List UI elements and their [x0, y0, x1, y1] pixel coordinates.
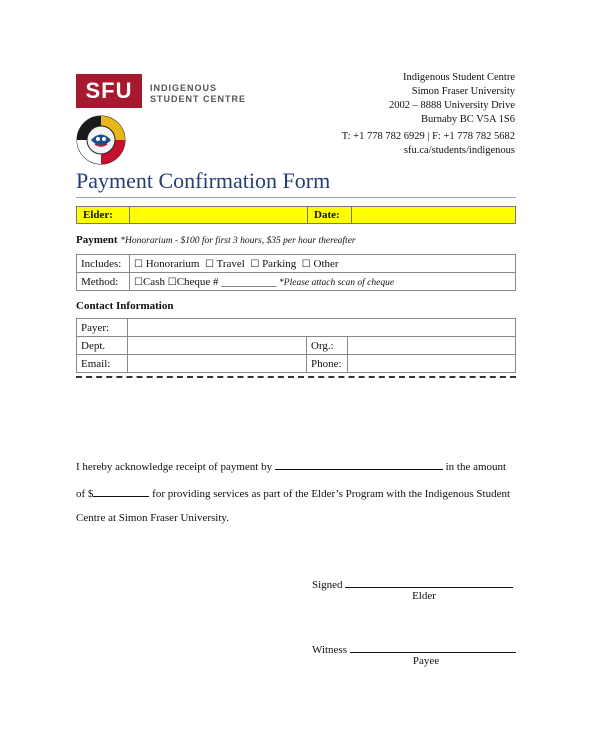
email-row [77, 355, 516, 373]
cheque-note: *Please attach scan of cheque [279, 277, 395, 288]
isc-logo-line2: STUDENT CENTRE [150, 94, 247, 104]
contact-table [76, 318, 516, 373]
address-web[interactable]: sfu.ca/students/indigenous [403, 145, 515, 156]
honorarium-note: *Honorarium - $100 for first 3 hours, $35 per hour thereafter [120, 236, 356, 246]
page-title: Payment Confirmation Form [76, 168, 331, 193]
email-label: Email: [77, 355, 128, 373]
witness-label: Witness [312, 644, 347, 656]
contact-block [342, 130, 515, 158]
email-field[interactable] [128, 355, 307, 373]
ack-line-3: Centre at Simon Fraser University. [76, 512, 229, 524]
org-label: Org.: [307, 337, 348, 355]
sfu-logo-text: SFU [85, 78, 133, 103]
includes-label: Includes: [77, 255, 130, 273]
payee-signature-field[interactable] [350, 642, 516, 653]
date-label: Date: [307, 207, 351, 223]
option-cash: Cash [142, 275, 165, 288]
dept-row [77, 337, 516, 355]
option-honorarium: Honorarium [145, 257, 200, 270]
checkbox-parking[interactable]: ☐ [250, 258, 260, 270]
payment-heading [76, 234, 356, 246]
phone-label: Phone: [307, 355, 348, 373]
checkbox-other[interactable]: ☐ [301, 258, 311, 270]
payer-label: Payer: [77, 319, 128, 337]
ack-line2-start: of $ [76, 488, 94, 500]
address-university: Simon Fraser University [411, 86, 515, 97]
option-other: Other [313, 257, 339, 270]
payer-name-blank[interactable] [275, 459, 443, 470]
ack-line2-end: for providing services as part of the Elder’s Program with the Indigenous Student [152, 488, 511, 500]
includes-options [130, 255, 516, 273]
dept-label: Dept. [77, 337, 128, 355]
elder-date-row [76, 206, 516, 224]
org-field[interactable] [348, 337, 516, 355]
elder-signature-field[interactable] [345, 577, 513, 588]
signed-label: Signed [312, 579, 343, 591]
dept-field[interactable] [128, 337, 307, 355]
payment-table [76, 254, 516, 291]
method-row [77, 273, 516, 291]
checkbox-honorarium[interactable]: ☐ [134, 258, 143, 270]
indigenous-emblem-icon [76, 115, 126, 165]
address-org: Indigenous Student Centre [403, 72, 515, 83]
date-field[interactable] [351, 207, 515, 223]
payment-heading-label: Payment [76, 234, 118, 246]
dashed-divider [76, 376, 516, 378]
sfu-logo [76, 74, 142, 108]
checkbox-cheque[interactable]: ☐ [167, 276, 177, 288]
includes-row [77, 255, 516, 273]
address-block [389, 71, 515, 127]
elder-field[interactable] [129, 207, 307, 223]
signed-line [312, 577, 513, 591]
payer-field[interactable] [128, 319, 516, 337]
cheque-number-field[interactable]: __________ [221, 275, 277, 288]
address-phone: T: +1 778 782 6929 | F: +1 778 782 5682 [341, 131, 515, 142]
option-parking: Parking [262, 257, 297, 270]
payee-caption: Payee [412, 655, 440, 667]
ack-line-1 [76, 459, 506, 473]
checkbox-travel[interactable]: ☐ [204, 258, 214, 270]
elder-caption: Elder [412, 590, 436, 602]
checkbox-cash[interactable]: ☐ [134, 276, 143, 288]
phone-field[interactable] [348, 355, 516, 373]
ack-line-2 [76, 486, 510, 500]
address-street: 2002 – 8888 University Drive [389, 100, 515, 111]
method-label: Method: [77, 273, 130, 291]
amount-blank[interactable] [93, 486, 149, 497]
title-divider [76, 197, 516, 198]
isc-logo-text [150, 83, 246, 105]
witness-line [312, 642, 516, 656]
option-travel: Travel [216, 257, 245, 270]
ack-line1-start: I hereby acknowledge receipt of payment by [76, 461, 273, 473]
elder-label: Elder: [77, 207, 129, 223]
option-cheque: Cheque # [176, 275, 219, 288]
contact-heading: Contact Information [76, 300, 174, 312]
address-city: Burnaby BC V5A 1S6 [420, 114, 515, 125]
ack-line1-end: in the amount [445, 461, 507, 473]
payer-row [77, 319, 516, 337]
method-options [130, 273, 516, 291]
isc-logo-line1: INDIGENOUS [150, 83, 218, 93]
